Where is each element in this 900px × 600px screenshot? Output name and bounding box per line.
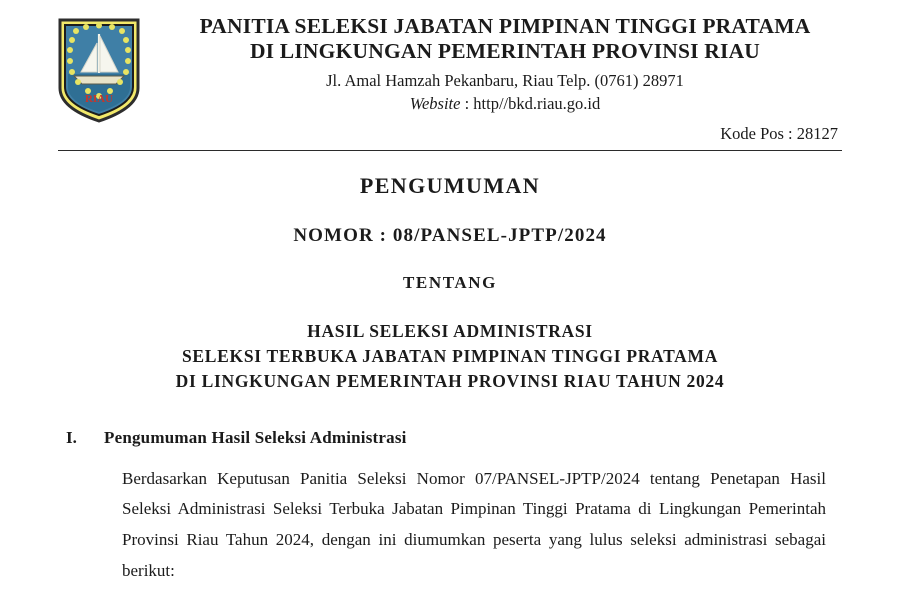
announcement-subject-line-1: HASIL SELEKSI ADMINISTRASI [307,320,593,341]
website-label: Website [409,94,461,114]
header-divider [58,150,842,151]
section-paragraph: Berdasarkan Keputusan Panitia Seleksi Nomor 07/PANSEL-JPTP/2024 tentang Penetapan Hasil Seleksi Administrasi Seleksi Terbuka Jabatan Pimpinan Tinggi Pratama di Lingkungan Pemerintah Provinsi Riau Tahun 2024, dengan ini diumumkan peserta yang lulus seleksi administrasi sebagai berikut: [122,468,826,581]
section-number: I. [66,427,77,447]
letterhead-address: Jl. Amal Hamzah Pekanbaru, Riau Telp. (0761) 28971 [326,70,684,90]
letterhead-title-line-1: PANITIA SELEKSI JABATAN PIMPINAN TINGGI PRATAMA [199,14,811,38]
website-value: : http//bkd.riau.go.id [460,94,601,114]
section-heading: Pengumuman Hasil Seleksi Administrasi [104,427,407,447]
announcement-subject-line-2: SELEKSI TERBUKA JABATAN PIMPINAN TINGGI PRATAMA [181,345,719,366]
announcement-title: PENGUMUMAN [359,172,541,198]
crest-label: RIAU [84,93,114,105]
letterhead-postal-code: Kode Pos : 28127 [720,123,838,143]
letterhead [48,14,852,115]
announcement-subject [48,319,852,394]
section-heading-row [48,428,852,448]
announcement-number: NOMOR : 08/PANSEL-JPTP/2024 [293,224,607,246]
letterhead-website [168,94,842,115]
announcement-subject-line-3: DI LINGKUNGAN PEMERINTAH PROVINSI RIAU TAHUN 2024 [175,370,725,391]
letterhead-title-line-2: DI LINGKUNGAN PEMERINTAH PROVINSI RIAU [249,39,761,64]
announcement-about-label: TENTANG [402,272,497,292]
announcement-block [48,173,852,394]
riau-provincial-crest-icon [56,16,142,124]
